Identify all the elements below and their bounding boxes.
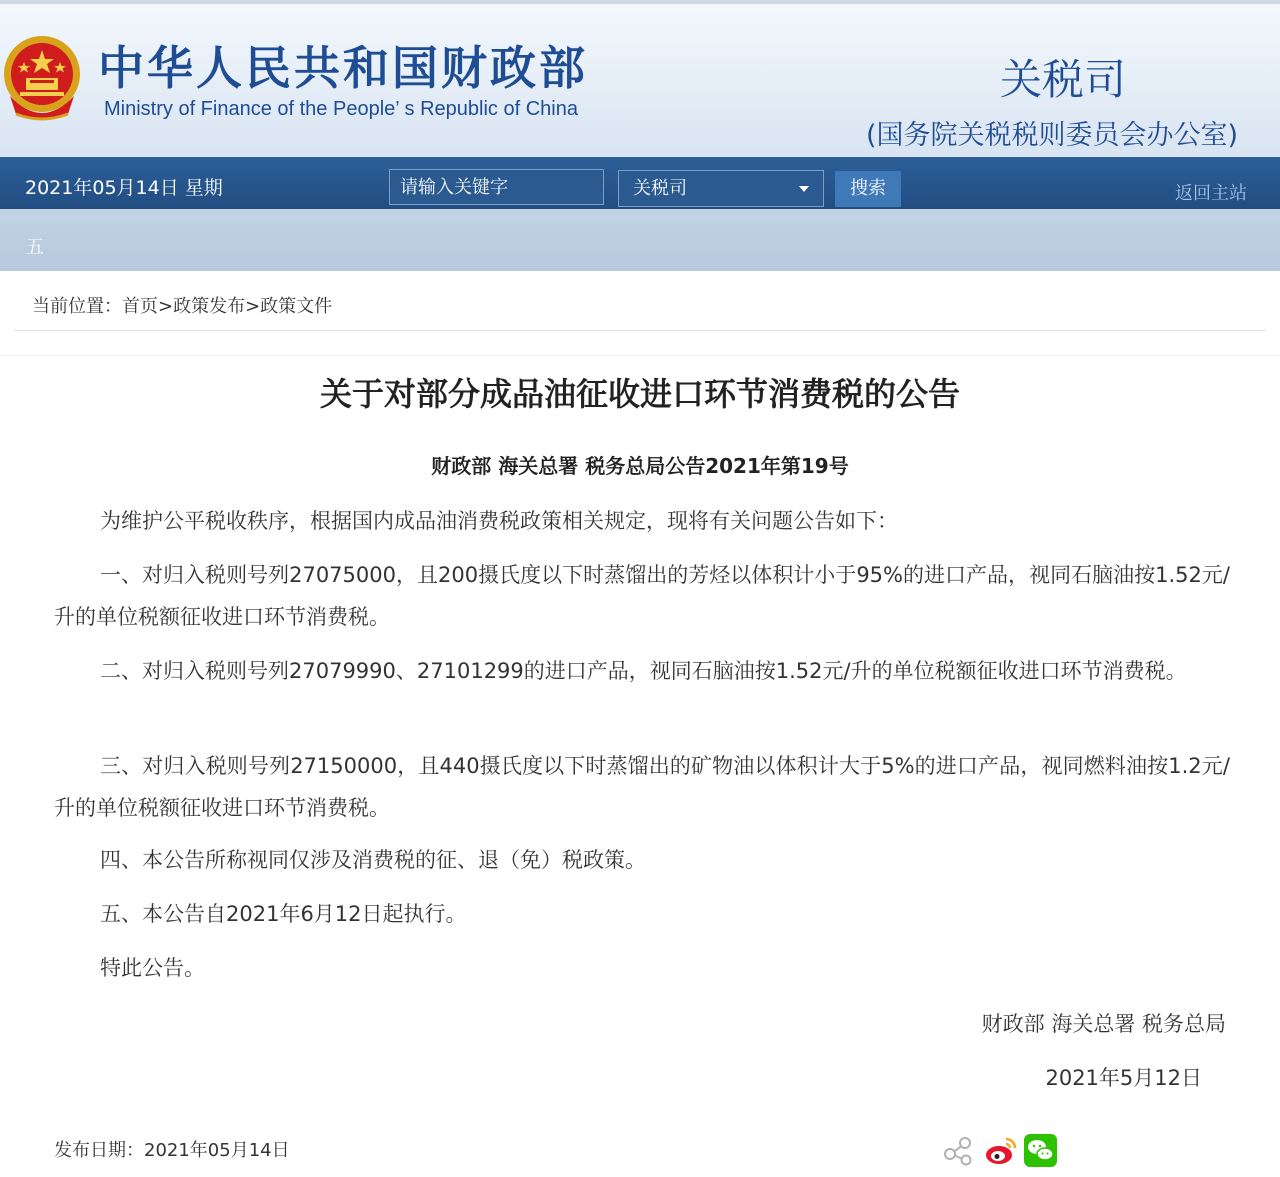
search-scope-select[interactable] <box>618 170 824 207</box>
signatories: 财政部 海关总署 税务总局 <box>981 1012 1226 1036</box>
share-icon[interactable] <box>942 1134 974 1166</box>
sub-navbar <box>0 209 1280 271</box>
weekday-label: 五 <box>26 237 44 258</box>
document-number: 财政部 海关总署 税务总局公告2021年第19号 <box>431 454 849 478</box>
return-home-link[interactable]: 返回主站 <box>1175 183 1247 204</box>
search-button[interactable]: 搜索 <box>835 171 901 207</box>
article-paragraph: 四、本公告所称视同仅涉及消费税的征、退（免）税政策。 <box>100 848 646 872</box>
article-title: 关于对部分成品油征收进口环节消费税的公告 <box>319 375 960 413</box>
publish-date: 发布日期：2021年05月14日 <box>54 1140 290 1161</box>
divider <box>0 355 1280 356</box>
department-subtitle: (国务院关税税则委员会办公室) <box>866 120 1239 151</box>
article-paragraph: 特此公告。 <box>100 956 205 980</box>
chevron-down-icon <box>799 186 809 192</box>
divider <box>14 330 1266 331</box>
article-paragraph: 一、对归入税则号列27075000，且200摄氏度以下时蒸馏出的芳烃以体积计小于95%的进口产品，视同石脑油按1.52元/升的单位税额征收进口环节消费税。 <box>54 563 1230 629</box>
ministry-name-en: Ministry of Finance of the People’ s Republic of China <box>104 98 578 120</box>
current-date: 2021年05月14日 星期 <box>25 177 223 199</box>
top-navbar <box>0 157 1280 209</box>
sign-date: 2021年5月12日 <box>1045 1066 1202 1090</box>
article-paragraph: 二、对归入税则号列27079990、27101299的进口产品，视同石脑油按1.52元/升的单位税额征收进口环节消费税。 <box>100 659 1187 683</box>
weibo-icon[interactable] <box>984 1134 1018 1168</box>
wechat-icon[interactable] <box>1024 1134 1057 1167</box>
search-scope-value: 关税司 <box>633 178 687 199</box>
search-input[interactable] <box>389 169 604 205</box>
ministry-name-cn: 中华人民共和国财政部 <box>98 41 588 95</box>
department-name: 关税司 <box>1000 55 1127 104</box>
national-emblem-icon <box>2 34 82 124</box>
site-header <box>0 0 1280 157</box>
article-paragraph: 为维护公平税收秩序，根据国内成品油消费税政策相关规定，现将有关问题公告如下： <box>100 509 898 533</box>
breadcrumb[interactable]: 当前位置：首页>政策发布>政策文件 <box>32 296 333 317</box>
article-paragraph: 五、本公告自2021年6月12日起执行。 <box>100 902 467 926</box>
article-paragraph: 三、对归入税则号列27150000，且440摄氏度以下时蒸馏出的矿物油以体积计大于5%的进口产品，视同燃料油按1.2元/升的单位税额征收进口环节消费税。 <box>54 754 1230 820</box>
